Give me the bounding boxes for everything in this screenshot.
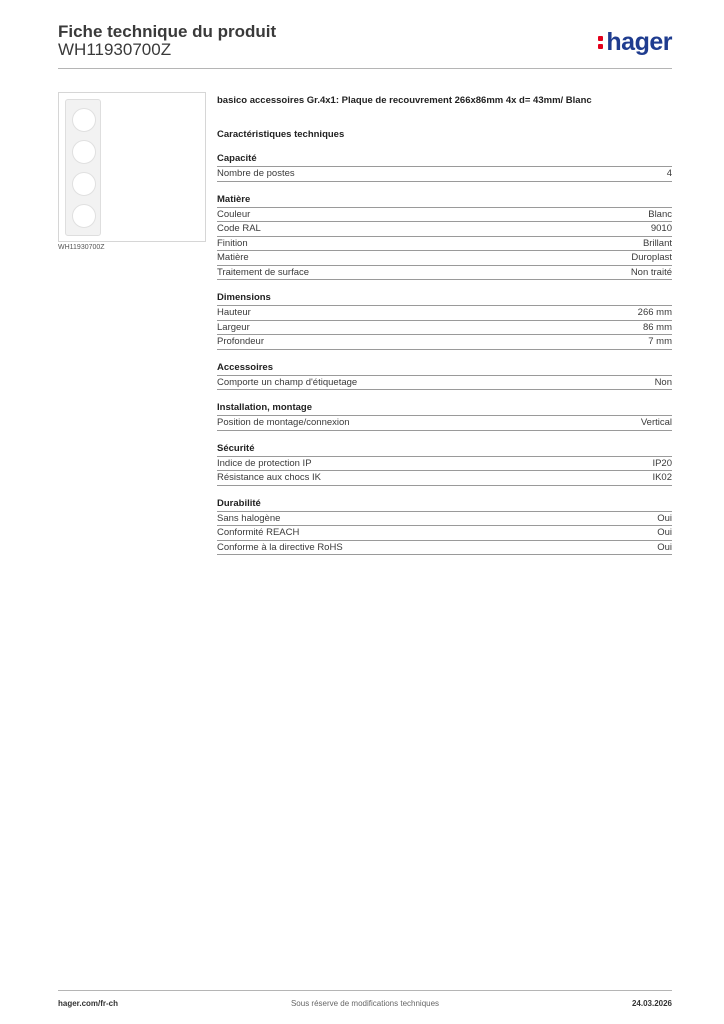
- spec-row: [217, 335, 672, 350]
- spec-row: [217, 306, 672, 321]
- spec-group: [217, 153, 672, 182]
- page-title: Fiche technique du produit: [58, 22, 277, 41]
- spec-row: [217, 237, 672, 252]
- specs-heading: Caractéristiques techniques: [217, 129, 345, 140]
- spec-label: Position de montage/connexion: [217, 417, 350, 428]
- spec-value: 7 mm: [648, 336, 672, 347]
- spec-value: Blanc: [648, 208, 672, 220]
- spec-value: Non: [654, 376, 672, 388]
- spec-group-title: Capacité: [217, 153, 672, 167]
- spec-value: 266 mm: [637, 307, 672, 318]
- spec-label: Couleur: [217, 208, 251, 220]
- spec-row: [217, 222, 672, 237]
- footer-website: hager.com/fr-ch: [58, 999, 119, 1008]
- spec-label: Traitement de surface: [217, 266, 310, 278]
- spec-value: Duroplast: [631, 252, 672, 263]
- spec-group: [217, 498, 672, 556]
- logo-text: hager: [606, 28, 672, 56]
- footer-date: 24.03.2026: [631, 999, 672, 1008]
- plate-hole: [72, 172, 96, 196]
- spec-row: [217, 416, 672, 431]
- cover-plate-illustration: [65, 99, 101, 236]
- spec-row: [217, 541, 672, 556]
- spec-value: IP20: [652, 457, 672, 469]
- image-caption: WH11930700Z: [58, 244, 105, 251]
- spec-group-title: Accessoires: [217, 362, 672, 376]
- spec-group-title: Sécurité: [217, 443, 672, 457]
- spec-group-title: Matière: [217, 194, 672, 208]
- plate-hole: [72, 108, 96, 132]
- spec-label: Indice de protection IP: [217, 457, 312, 469]
- spec-group-title: Installation, montage: [217, 402, 672, 416]
- spec-value: Oui: [657, 541, 672, 553]
- spec-group: [217, 402, 672, 431]
- spec-group: [217, 292, 672, 350]
- spec-label: Conforme à la directive RoHS: [217, 541, 343, 553]
- product-reference: WH11930700Z: [58, 40, 172, 59]
- spec-label: Comporte un champ d'étiquetage: [217, 376, 358, 388]
- plate-hole: [72, 140, 96, 164]
- spec-row: [217, 321, 672, 336]
- spec-row: [217, 251, 672, 266]
- logo-dots-icon: [598, 32, 604, 50]
- spec-value: 9010: [650, 223, 672, 234]
- spec-row: [217, 376, 672, 391]
- spec-label: Hauteur: [217, 307, 251, 318]
- spec-value: Non traité: [630, 266, 672, 278]
- spec-label: Finition: [217, 237, 248, 249]
- spec-groups: [217, 153, 672, 555]
- spec-row: [217, 266, 672, 281]
- page-footer: [58, 990, 672, 1015]
- spec-label: Résistance aux chocs IK: [217, 472, 322, 483]
- specifications: [217, 95, 672, 555]
- spec-group-title: Dimensions: [217, 292, 672, 306]
- spec-value: 86 mm: [642, 321, 672, 333]
- spec-group: [217, 443, 672, 486]
- spec-value: Oui: [657, 527, 672, 538]
- spec-label: Conformité REACH: [217, 527, 300, 538]
- spec-label: Matière: [217, 252, 249, 263]
- spec-label: Sans halogène: [217, 512, 281, 524]
- plate-hole: [72, 204, 96, 228]
- spec-row: [217, 526, 672, 541]
- spec-group-title: Durabilité: [217, 498, 672, 512]
- spec-group: [217, 194, 672, 281]
- spec-group: [217, 362, 672, 391]
- hager-logo: [598, 28, 672, 57]
- spec-row: [217, 208, 672, 223]
- spec-value: Vertical: [640, 417, 672, 428]
- spec-value: 4: [666, 168, 672, 179]
- spec-row: [217, 167, 672, 182]
- page-header: [58, 20, 672, 69]
- spec-value: Oui: [657, 512, 672, 524]
- footer-disclaimer: Sous réserve de modifications techniques: [290, 999, 440, 1008]
- spec-value: Brillant: [642, 237, 672, 249]
- spec-label: Largeur: [217, 321, 250, 333]
- product-description: basico accessoires Gr.4x1: Plaque de recouvrement 266x86mm 4x d= 43mm/ Blanc: [217, 95, 592, 106]
- spec-row: [217, 471, 672, 486]
- spec-row: [217, 457, 672, 472]
- spec-label: Profondeur: [217, 336, 265, 347]
- product-image: [58, 92, 206, 242]
- spec-label: Nombre de postes: [217, 168, 295, 179]
- spec-value: IK02: [652, 472, 672, 483]
- spec-row: [217, 512, 672, 527]
- spec-label: Code RAL: [217, 223, 261, 234]
